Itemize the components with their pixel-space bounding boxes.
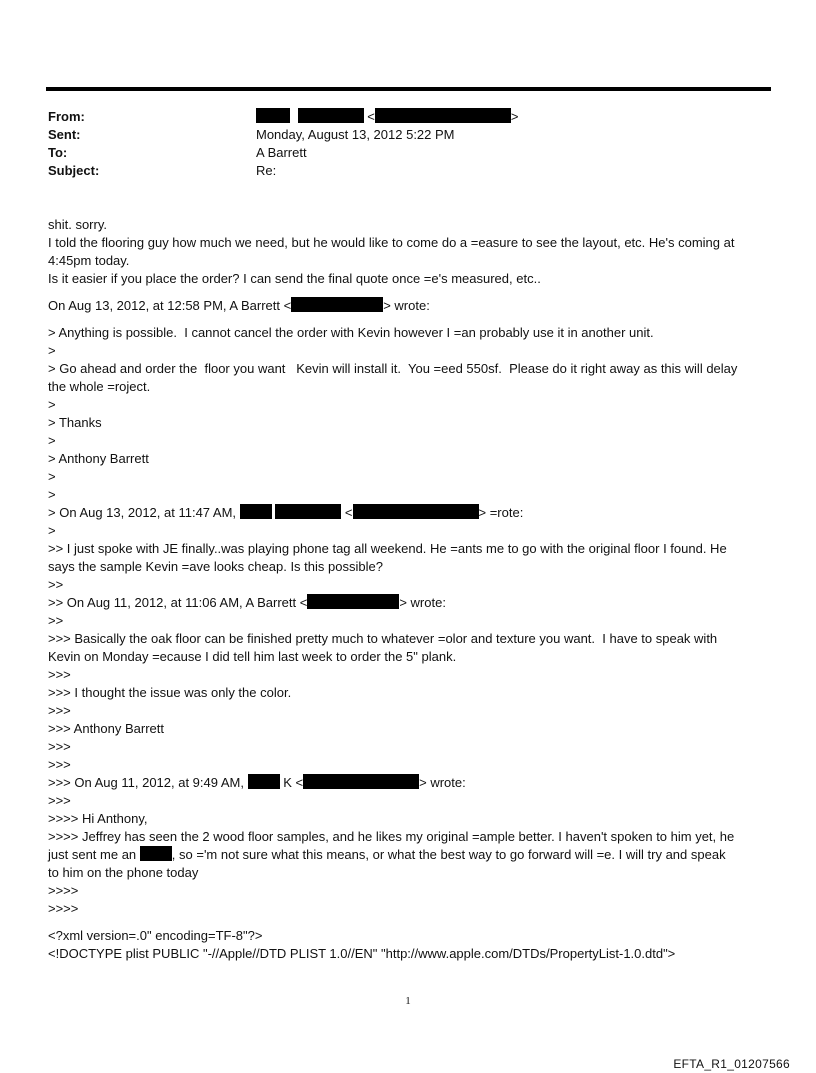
- redaction-block: [275, 504, 341, 519]
- body-line: 4:45pm today.: [48, 253, 130, 268]
- body-line: >>: [48, 613, 64, 628]
- quote-header-text: On Aug 13, 2012, at 12:58 PM, A Barrett <: [48, 298, 292, 313]
- body-line: shit. sorry.: [48, 217, 107, 232]
- body-line: >>: [48, 577, 64, 592]
- quote-header: [48, 594, 770, 612]
- body-line: >>> Basically the oak floor can be finished pretty much to whatever =olor and texture you want. I have to speak with: [48, 631, 718, 646]
- document-id: EFTA_R1_01207566: [673, 1057, 790, 1071]
- body-line: > Thanks: [48, 415, 102, 430]
- quote-header-text: >> On Aug 11, 2012, at 11:06 AM, A Barrett <: [48, 595, 308, 610]
- body-line: >>>> Hi Anthony,: [48, 811, 148, 826]
- body-line: >> I just spoke with JE finally..was playing phone tag all weekend. He =ants me to go with the original floor I found. He: [48, 541, 727, 556]
- body-line: <!DOCTYPE plist PUBLIC "-//Apple//DTD PLIST 1.0//EN" "http://www.apple.com/DTDs/PropertyList-1.0.dtd">: [48, 946, 676, 961]
- body-line: >: [48, 343, 56, 358]
- body-line: > Anything is possible. I cannot cancel the order with Kevin however I =an probably use it in another unit.: [48, 325, 654, 340]
- redaction-block: [240, 504, 272, 519]
- redaction-block: [307, 594, 399, 609]
- quote-header-text: <: [344, 505, 353, 520]
- body-line: <?xml version=.0" encoding=TF-8"?>: [48, 928, 263, 943]
- quote-header: [48, 297, 770, 315]
- body-line: >>>: [48, 793, 71, 808]
- quote-header-text: > wrote:: [399, 595, 446, 610]
- body-line: [48, 846, 770, 864]
- body-line: >: [48, 469, 56, 484]
- body-line: >>>: [48, 703, 71, 718]
- redaction-block: [256, 108, 290, 123]
- body-line: Kevin on Monday =ecause I did tell him last week to order the 5" plank.: [48, 649, 457, 664]
- body-line: to him on the phone today: [48, 865, 199, 880]
- body-line: >: [48, 433, 56, 448]
- from-label: From:: [48, 109, 85, 124]
- body-line: > Anthony Barrett: [48, 451, 149, 466]
- quote-header-text: K <: [279, 775, 304, 790]
- quote-header-text: > =rote:: [478, 505, 524, 520]
- body-line: >>>> Jeffrey has seen the 2 wood floor samples, and he likes my original =ample better. I haven't spoken to him yet, he: [48, 829, 735, 844]
- body-line: the whole =roject.: [48, 379, 151, 394]
- body-line: >>>: [48, 739, 71, 754]
- redaction-block: [248, 774, 280, 789]
- body-line: says the sample Kevin =ave looks cheap. Is this possible?: [48, 559, 383, 574]
- body-line: >>>: [48, 667, 71, 682]
- body-line: >>> I thought the issue was only the color.: [48, 685, 292, 700]
- email-body: [48, 216, 770, 963]
- body-line: > Go ahead and order the floor you want Kevin will install it. You =eed 550sf. Please do it right away as this will delay: [48, 361, 738, 376]
- body-line: >: [48, 523, 56, 538]
- body-line: >: [48, 487, 56, 502]
- quote-header: [48, 504, 770, 522]
- body-line: I told the flooring guy how much we need, but he would like to come do a =easure to see the layout, etc. He's coming at: [48, 235, 735, 250]
- subject-value: Re:: [256, 163, 277, 178]
- to-value: A Barrett: [256, 145, 307, 160]
- redaction-block: [353, 504, 479, 519]
- quote-header-text: >>> On Aug 11, 2012, at 9:49 AM,: [48, 775, 244, 790]
- quote-header-text: > wrote:: [383, 298, 430, 313]
- redaction-block: [303, 774, 419, 789]
- to-label: To:: [48, 145, 68, 160]
- body-line: >>>>: [48, 883, 79, 898]
- body-line: >>>: [48, 757, 71, 772]
- quote-header: [48, 774, 770, 792]
- from-gt: >: [510, 109, 519, 124]
- body-line: >>>>: [48, 901, 79, 916]
- sent-value: Monday, August 13, 2012 5:22 PM: [256, 127, 455, 142]
- sent-label: Sent:: [48, 127, 81, 142]
- body-line: Is it easier if you place the order? I can send the final quote once =e's measured, etc..: [48, 271, 541, 286]
- body-line: >: [48, 397, 56, 412]
- body-text: just sent me an: [48, 847, 137, 862]
- redaction-block: [375, 108, 511, 123]
- from-value: [256, 108, 518, 126]
- redaction-block: [291, 297, 383, 312]
- body-line: >>> Anthony Barrett: [48, 721, 164, 736]
- redaction-block: [298, 108, 364, 123]
- from-lt: <: [367, 109, 375, 124]
- redaction-block: [140, 846, 172, 861]
- page-number: 1: [405, 995, 411, 1007]
- quote-header-text: > wrote:: [419, 775, 466, 790]
- quote-header-text: > On Aug 13, 2012, at 11:47 AM,: [48, 505, 237, 520]
- header-rule: [46, 87, 771, 91]
- body-text: , so ='m not sure what this means, or what the best way to go forward will =e. I will try and speak: [171, 847, 726, 862]
- subject-label: Subject:: [48, 163, 100, 178]
